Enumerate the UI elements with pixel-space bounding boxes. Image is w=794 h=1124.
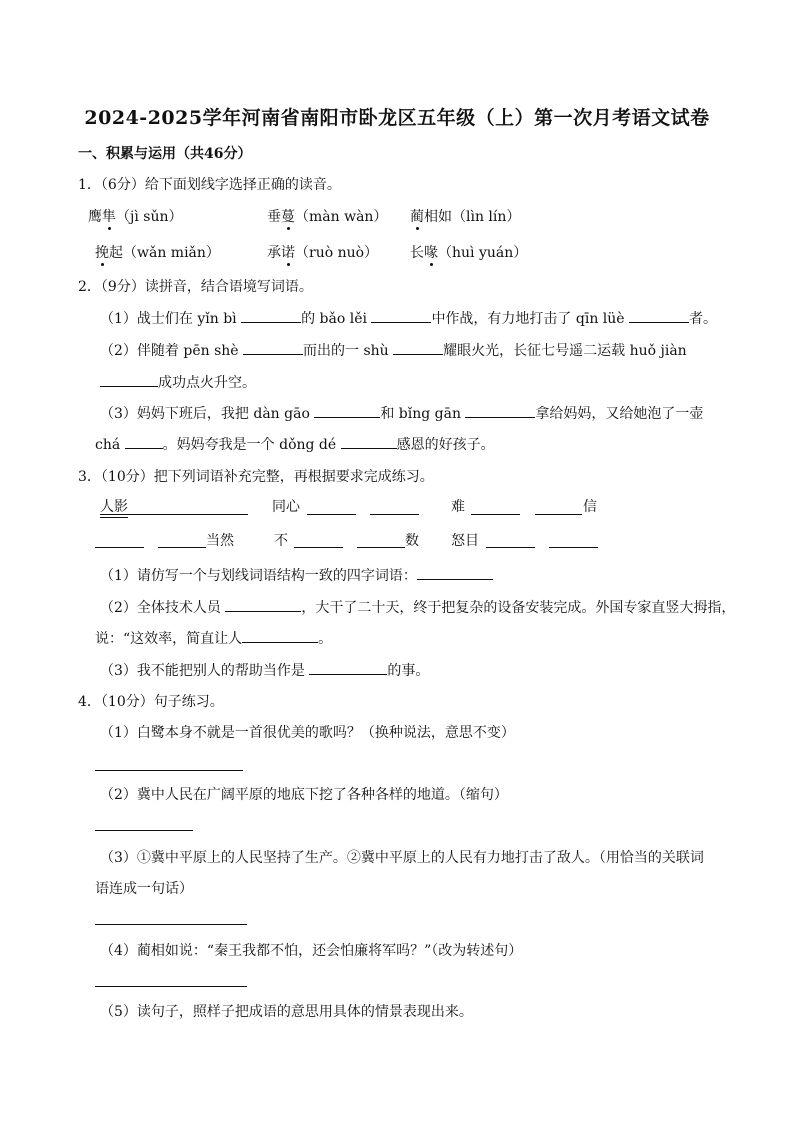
idiom-word: 信 xyxy=(583,499,597,515)
answer-blank[interactable] xyxy=(549,547,598,548)
answer-blank[interactable] xyxy=(314,403,380,418)
q2-sentence-2-cont: 成功点火升空。 xyxy=(100,372,256,393)
answer-line[interactable] xyxy=(95,986,247,987)
answer-line[interactable] xyxy=(95,924,247,925)
dotted-char: 诺 xyxy=(281,245,295,261)
answer-blank[interactable] xyxy=(471,514,520,515)
answer-blank[interactable] xyxy=(125,434,163,449)
idiom-word: 难 xyxy=(451,499,465,515)
q4-task-2: （2）冀中人民在广阔平原的地底下挖了各种各样的地道。（缩句） xyxy=(100,787,508,803)
idiom-word: 数 xyxy=(405,533,419,549)
q3-task-1: （1）请仿写一个与划线词语结构一致的四字词语： xyxy=(100,565,493,586)
question-4-stem: 4．（10分）句子练习。 xyxy=(78,694,224,710)
q4-task-3: （3）①冀中平原上的人民坚持了生产。②冀中平原上的人民有力地打击了敌人。（用恰当的关联词 xyxy=(100,850,704,866)
answer-blank[interactable] xyxy=(629,308,689,323)
answer-blank[interactable] xyxy=(535,514,582,515)
idiom-word: 怒目 xyxy=(451,533,479,549)
answer-blank[interactable] xyxy=(417,565,493,580)
idiom-word: 不 xyxy=(274,533,288,549)
q3-task-3: （3）我不能把别人的帮助当作是 的事。 xyxy=(100,660,429,681)
answer-blank[interactable] xyxy=(357,547,405,548)
q4-task-3-cont: 语连成一句话） xyxy=(95,881,193,897)
q4-task-5: （5）读句子，照样子把成语的意思用具体的情景表现出来。 xyxy=(100,1004,473,1020)
answer-blank[interactable] xyxy=(225,597,301,612)
answer-line[interactable] xyxy=(95,830,193,831)
answer-blank[interactable] xyxy=(294,547,343,548)
section-heading: 一、积累与运用（共46分） xyxy=(78,146,252,162)
dotted-char: 蔓 xyxy=(281,209,295,225)
answer-line[interactable] xyxy=(95,770,243,771)
question-1-stem: 1．（6分）给下面划线字选择正确的读音。 xyxy=(78,177,341,193)
answer-blank[interactable] xyxy=(100,514,248,515)
dotted-char: 隼 xyxy=(102,209,116,225)
answer-blank[interactable] xyxy=(241,308,301,323)
answer-blank[interactable] xyxy=(242,628,318,643)
answer-blank[interactable] xyxy=(370,514,419,515)
page-title: 2024-2025学年河南省南阳市卧龙区五年级（上）第一次月考语文试卷 xyxy=(84,107,710,129)
q3-task-2: （2）全体技术人员 ，大干了二十天，终于把复杂的设备安装完成。外国专家直竖大拇指， xyxy=(100,597,735,618)
answer-blank[interactable] xyxy=(465,403,535,418)
question-3-stem: 3．（10分）把下列词语补充完整，再根据要求完成练习。 xyxy=(78,469,434,485)
answer-blank[interactable] xyxy=(158,547,206,548)
q2-sentence-2: （2）伴随着 pēn shè 而出的一 shù 耀眼火光，长征七号遥二运载 huǒ jiàn xyxy=(100,340,687,361)
dotted-char: 喙 xyxy=(424,245,438,261)
answer-blank[interactable] xyxy=(341,434,397,449)
q1-item-1: 鹰隼（jì sǔn） xyxy=(88,209,183,225)
answer-blank[interactable] xyxy=(307,514,356,515)
answer-blank[interactable] xyxy=(100,372,158,387)
dotted-char: 蔺 xyxy=(410,209,424,225)
q2-sentence-3: （3）妈妈下班后，我把 dàn gāo 和 bǐng gān 拿给妈妈，又给她泡了一壶 xyxy=(100,403,703,424)
q2-sentence-3-cont: chá 。妈妈夸我是一个 dǒng dé 感恩的好孩子。 xyxy=(95,434,495,455)
idiom-underlined-word: 人影 xyxy=(100,497,128,518)
q3-task-2-cont: 说：“这效率，简直让人 。 xyxy=(95,628,332,649)
q1-item-6: 长喙（huì yuán） xyxy=(410,245,528,261)
q1-item-2: 垂蔓（màn wàn） xyxy=(267,209,388,225)
answer-blank[interactable] xyxy=(95,547,144,548)
answer-blank[interactable] xyxy=(371,308,431,323)
q1-item-5: 承诺（ruò nuò） xyxy=(267,245,379,261)
answer-blank[interactable] xyxy=(486,547,535,548)
answer-blank[interactable] xyxy=(309,660,387,675)
answer-blank[interactable] xyxy=(393,340,443,355)
q1-item-3: 蔺相如（lìn lín） xyxy=(410,209,521,225)
idiom-word: 同心 xyxy=(272,499,300,515)
question-2-stem: 2．（9分）读拼音，结合语境写词语。 xyxy=(78,279,313,295)
answer-blank[interactable] xyxy=(243,340,303,355)
q4-task-4: （4）蔺相如说：“秦王我都不怕，还会怕廉将军吗？”（改为转述句） xyxy=(100,943,523,959)
q1-item-4: 挽起（wǎn miǎn） xyxy=(95,245,220,261)
idiom-word: 当然 xyxy=(206,533,234,549)
dotted-char: 挽 xyxy=(95,245,109,261)
q2-sentence-1: （1）战士们在 yǐn bì 的 bǎo lěi 中作战，有力地打击了 qīn lüè 者。 xyxy=(100,308,717,329)
q4-task-1: （1）白鹭本身不就是一首很优美的歌吗？（换种说法，意思不变） xyxy=(100,725,515,741)
